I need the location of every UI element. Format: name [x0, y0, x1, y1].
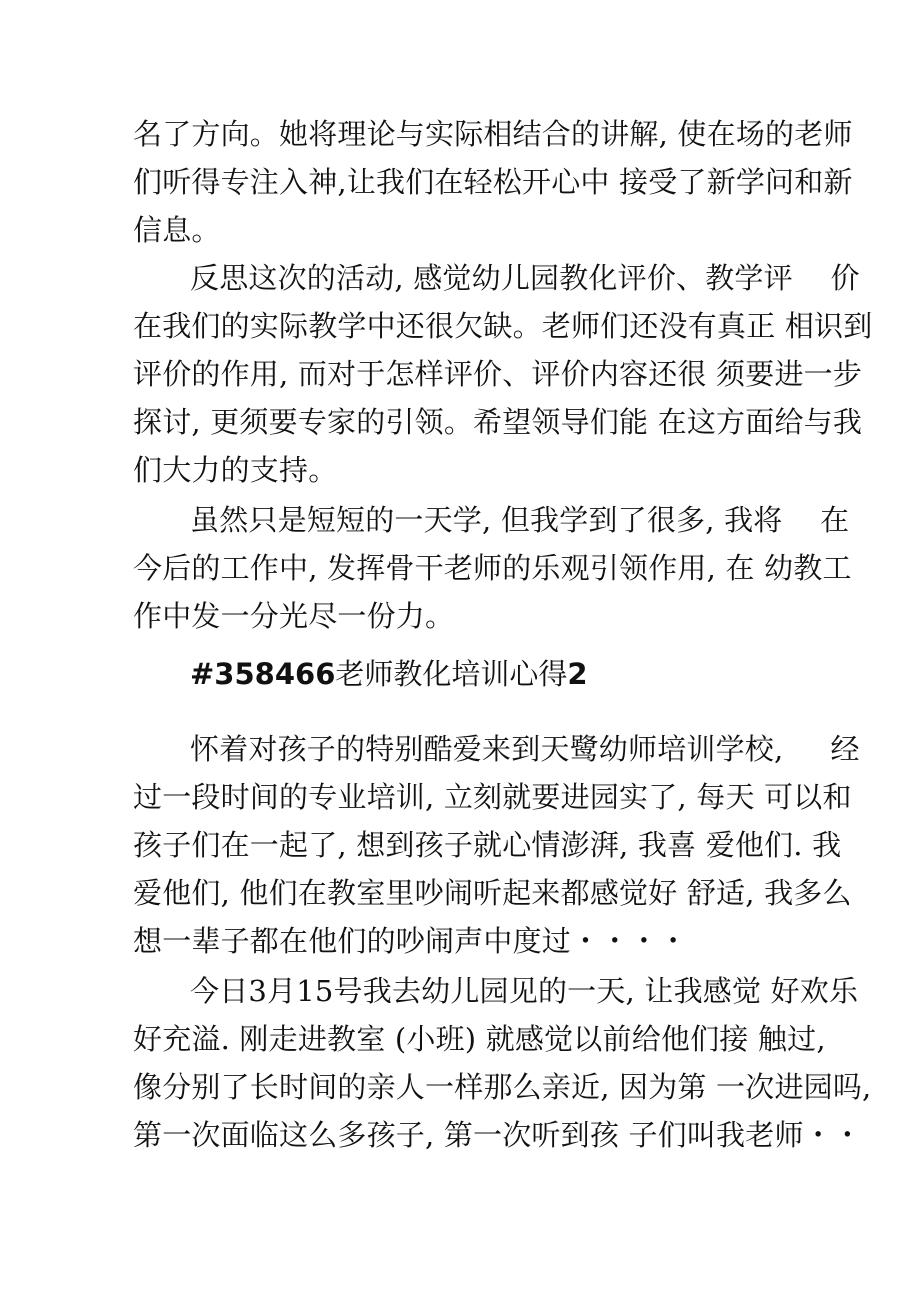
- paragraph-5-line-2: 好充溢. 刚走进教室 (小班) 就感觉以前给他们接 触过,: [133, 1022, 826, 1056]
- paragraph-2-line-1: 反思这次的活动, 感觉幼儿园教化评价、教学评 价: [190, 261, 860, 295]
- paragraph-1-line-2: 们听得专注入神,让我们在轻松开心中 接受了新学问和新: [133, 165, 853, 199]
- heading-prefix: #358466: [190, 657, 336, 691]
- paragraph-2-line-2: 在我们的实际教学中还很欠缺。老师们还没有真正 相识到: [133, 309, 873, 343]
- paragraph-4-line-4: 爱他们, 他们在教室里吵闹听起来都感觉好 舒适, 我多么: [133, 876, 852, 910]
- paragraph-2-line-5: 们大力的支持。: [133, 453, 338, 487]
- paragraph-5-line-4: 第一次面临这么多孩子, 第一次听到孩 子们叫我老师・・: [133, 1118, 863, 1152]
- paragraph-1-line-1: 名了方向。她将理论与实际相结合的讲解, 使在场的老师: [133, 117, 853, 151]
- paragraph-4-line-5: 想一辈子都在他们的吵闹声中度过・・・・: [133, 924, 688, 958]
- paragraph-2-line-4: 探讨, 更须要专家的引领。希望领导们能 在这方面给与我: [133, 405, 863, 439]
- paragraph-1-line-3: 信息。: [133, 213, 221, 247]
- paragraph-3-line-3: 作中发一分光尽一份力。: [133, 599, 455, 633]
- paragraph-4-line-1: 怀着对孩子的特别酷爱来到天鹭幼师培训学校, 经: [190, 732, 860, 766]
- heading-title: 老师教化培训心得: [335, 657, 568, 691]
- heading-suffix: 2: [567, 657, 588, 691]
- paragraph-4-line-2: 过一段时间的专业培训, 立刻就要进园实了, 每天 可以和: [133, 780, 852, 814]
- paragraph-3-line-1: 虽然只是短短的一天学, 但我学到了很多, 我将 在: [190, 503, 850, 537]
- paragraph-4-line-3: 孩子们在一起了, 想到孩子就心情澎湃, 我喜 爱他们. 我: [133, 828, 842, 862]
- paragraph-5-line-3: 像分别了长时间的亲人一样那么亲近, 因为第 一次进园吗,: [133, 1070, 872, 1104]
- paragraph-2-line-3: 评价的作用, 而对于怎样评价、评价内容还很 须要进一步: [133, 357, 863, 391]
- paragraph-3-line-2: 今后的工作中, 发挥骨干老师的乐观引领作用, 在 幼教工: [133, 551, 852, 585]
- section-heading: [190, 657, 588, 691]
- paragraph-5-line-1: 今日3月15号我去幼儿园见的一天, 让我感觉 好欢乐: [190, 974, 859, 1008]
